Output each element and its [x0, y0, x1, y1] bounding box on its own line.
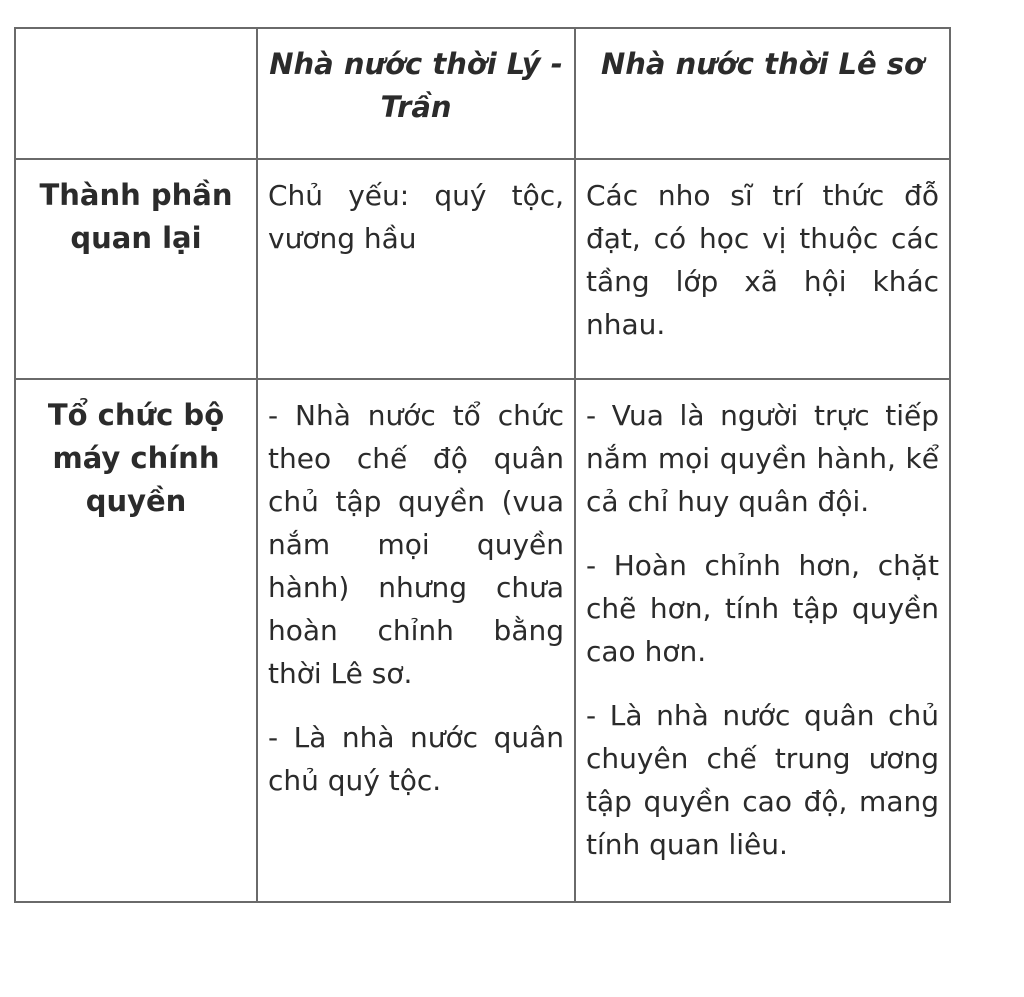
header-cell-ly-tran — [257, 28, 575, 159]
comparison-table-container — [14, 27, 949, 901]
government-le-so-point-2: - Hoàn chỉnh hơn, chặt chẽ hơn, tính tập quyền cao hơn. — [586, 549, 939, 668]
government-le-so-cell — [575, 379, 950, 902]
row-label-cell — [15, 379, 257, 902]
table-row — [15, 159, 950, 379]
officials-le-so-text: Các nho sĩ trí thức đỗ đạt, có học vị thuộc các tầng lớp xã hội khác nhau. — [586, 179, 939, 341]
header-cell-le-so — [575, 28, 950, 159]
government-ly-tran-cell — [257, 379, 575, 902]
government-ly-tran-point-1: - Nhà nước tổ chức theo chế độ quân chủ tập quyền (vua nắm mọi quyền hành) nhưng chưa hoàn chỉnh bằng thời Lê sơ. — [268, 399, 564, 690]
table-header-row — [15, 28, 950, 159]
comparison-table — [14, 27, 951, 903]
government-ly-tran-point-2: - Là nhà nước quân chủ quý tộc. — [268, 721, 564, 797]
table-row — [15, 379, 950, 902]
row-label-officials: Thành phần quan lại — [39, 178, 233, 255]
header-ly-tran-text: Nhà nước thời Lý - Trần — [269, 47, 563, 124]
row-label-cell — [15, 159, 257, 379]
government-le-so-point-3: - Là nhà nước quân chủ chuyên chế trung ương tập quyền cao độ, mang tính quan liêu. — [586, 699, 939, 861]
officials-ly-tran-text: Chủ yếu: quý tộc, vương hầu — [268, 179, 564, 255]
row-label-government: Tổ chức bộ máy chính quyền — [47, 398, 225, 518]
government-le-so-point-1: - Vua là người trực tiếp nắm mọi quyền hành, kể cả chỉ huy quân đội. — [586, 399, 939, 518]
header-corner-text — [16, 29, 256, 43]
officials-le-so-cell — [575, 159, 950, 379]
header-le-so-text: Nhà nước thời Lê sơ — [601, 47, 924, 81]
officials-ly-tran-cell — [257, 159, 575, 379]
header-corner-cell — [15, 28, 257, 159]
